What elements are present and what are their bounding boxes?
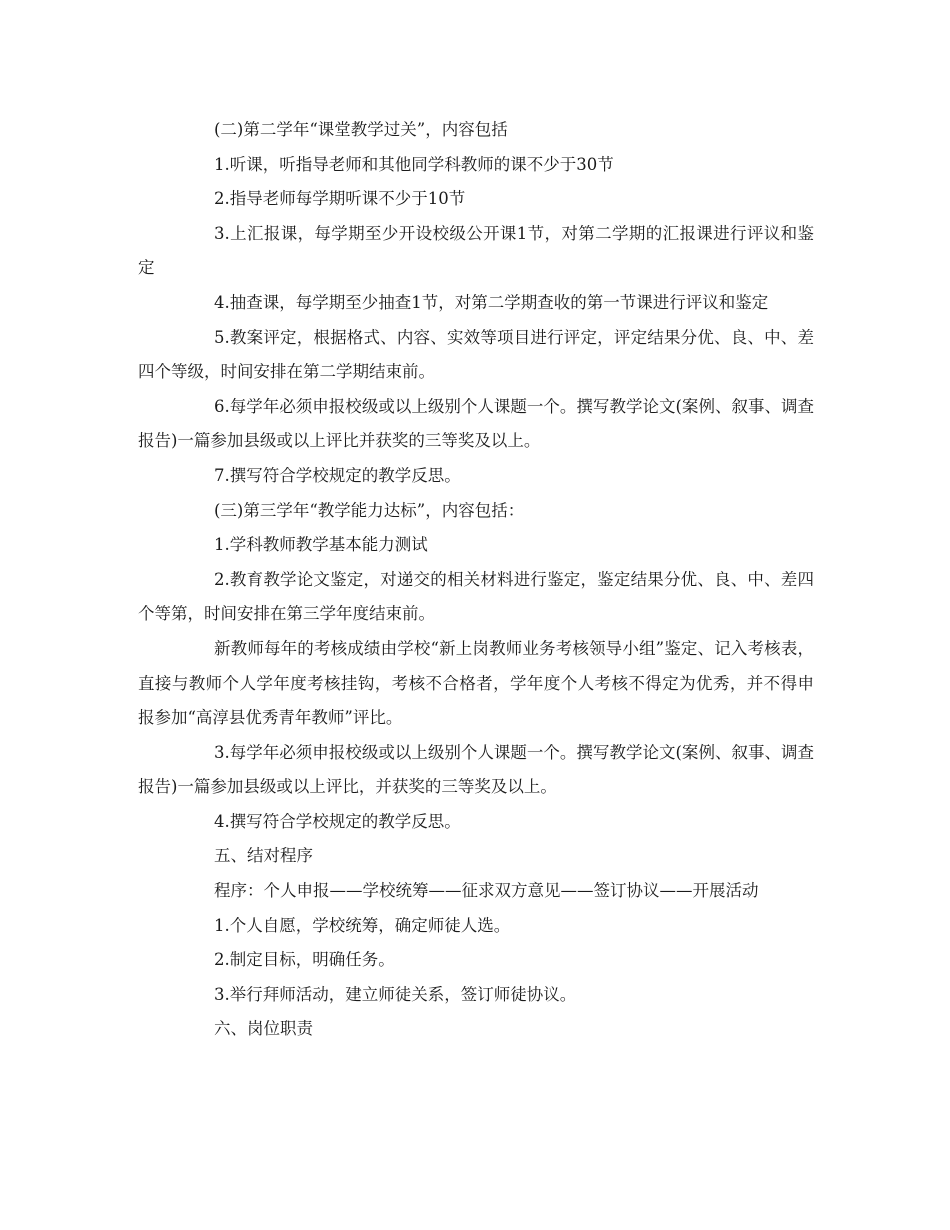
- list-item: 3.举行拜师活动，建立师徒关系，签订师徒协议。: [214, 984, 577, 1004]
- list-item: 2.制定目标，明确任务。: [214, 950, 395, 970]
- list-item: 6.每学年必须申报校级或以上级别个人课题一个。撰写教学论文(案例、叙事、调查报告)一篇参加县级或以上评比并获奖的三等奖及以上。: [138, 396, 814, 451]
- document-body: [138, 113, 814, 1047]
- section-heading-job-duties: 六、岗位职责: [214, 1019, 313, 1039]
- list-item: 4.撰写符合学校规定的教学反思。: [214, 811, 461, 831]
- section-heading-pairing-procedure: 五、结对程序: [214, 846, 313, 866]
- body-paragraph: 新教师每年的考核成绩由学校“新上岗教师业务考核领导小组”鉴定、记入考核表，直接与教师个人学年度考核挂钩，考核不合格者，学年度个人考核不得定为优秀，并不得申报参加“高淳县优秀青年教师”评比。: [138, 638, 814, 728]
- list-item: 2.教育教学论文鉴定，对递交的相关材料进行鉴定，鉴定结果分优、良、中、差四个等第，时间安排在第三学年度结束前。: [138, 569, 814, 624]
- list-item: 2.指导老师每学期听课不少于10节: [214, 189, 466, 209]
- list-item: 3.上汇报课，每学期至少开设校级公开课1节，对第二学期的汇报课进行评议和鉴定: [138, 223, 814, 278]
- body-paragraph: 程序：个人申报——学校统筹——征求双方意见——签订协议——开展活动: [214, 881, 759, 901]
- list-item: 3.每学年必须申报校级或以上级别个人课题一个。撰写教学论文(案例、叙事、调查报告)一篇参加县级或以上评比，并获奖的三等奖及以上。: [138, 742, 814, 797]
- section-heading-third-year: (三)第三学年“教学能力达标”，内容包括：: [214, 500, 525, 520]
- section-heading-second-year: (二)第二学年“课堂教学过关”，内容包括: [214, 120, 508, 139]
- list-item: 5.教案评定，根据格式、内容、实效等项目进行评定，评定结果分优、良、中、差四个等级，时间安排在第二学期结束前。: [138, 327, 814, 382]
- list-item: 1.听课，听指导老师和其他同学科教师的课不少于30节: [214, 154, 614, 174]
- list-item: 7.撰写符合学校规定的教学反思。: [214, 465, 461, 485]
- list-item: 1.学科教师教学基本能力测试: [214, 535, 428, 555]
- list-item: 4.抽查课，每学期至少抽查1节，对第二学期查收的第一节课进行评议和鉴定: [214, 292, 769, 312]
- list-item: 1.个人自愿，学校统筹，确定师徒人选。: [214, 915, 511, 935]
